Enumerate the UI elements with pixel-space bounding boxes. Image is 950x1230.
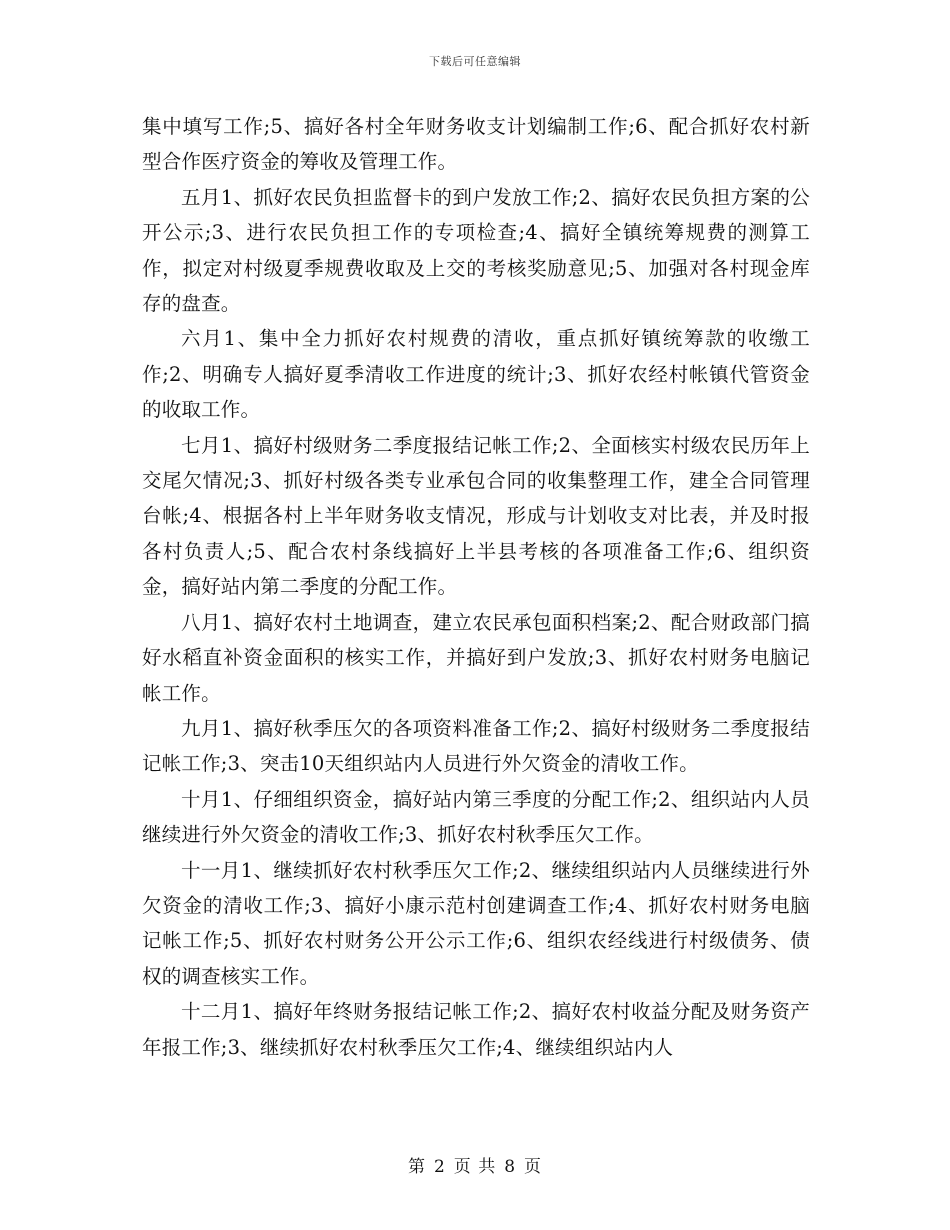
footer-suffix: 页: [524, 1157, 543, 1177]
footer-prefix: 第: [407, 1157, 426, 1177]
current-page-number: 2: [433, 1157, 446, 1177]
paragraph: 九月1、搞好秋季压欠的各项资料准备工作;2、搞好村级财务二季度报结记帐工作;3、突击10天组织站内人员进行外欠资金的清收工作。: [142, 716, 810, 776]
page-header: 下载后可任意编辑: [429, 55, 521, 68]
paragraph: 八月1、搞好农村土地调查，建立农民承包面积档案;2、配合财政部门搞好水稻直补资金面积的核实工作，并搞好到户发放;3、抓好农村财务电脑记帐工作。: [142, 610, 810, 705]
paragraph: 六月1、集中全力抓好农村规费的清收，重点抓好镇统筹款的收缴工作;2、明确专人搞好夏季清收工作进度的统计;3、抓好农经村帐镇代管资金的收取工作。: [142, 327, 810, 422]
paragraph: 十一月1、继续抓好农村秋季压欠工作;2、继续组织站内人员继续进行外欠资金的清收工作;3、搞好小康示范村创建调查工作;4、抓好农村财务电脑记帐工作;5、抓好农村财务公开公示工作;6、组织农经线进行村级债务、债权的调查核实工作。: [142, 858, 810, 988]
page-footer: [0, 1152, 950, 1177]
paragraph: 集中填写工作;5、搞好各村全年财务收支计划编制工作;6、配合抓好农村新型合作医疗资金的筹收及管理工作。: [142, 115, 810, 174]
paragraph: 七月1、搞好村级财务二季度报结记帐工作;2、全面核实村级农民历年上交尾欠情况;3、抓好村级各类专业承包合同的收集整理工作，建全合同管理台帐;4、根据各村上半年财务收支情况，形成与计划收支对比表，并及时报各村负责人;5、配合农村条线搞好上半县考核的各项准备工作;6、组织资金，搞好站内第二季度的分配工作。: [142, 433, 810, 599]
footer-middle: 页 共: [453, 1157, 497, 1177]
paragraph: 十月1、仔细组织资金，搞好站内第三季度的分配工作;2、组织站内人员继续进行外欠资金的清收工作;3、抓好农村秋季压欠工作。: [142, 787, 810, 847]
paragraph: 十二月1、搞好年终财务报结记帐工作;2、搞好农村收益分配及财务资产年报工作;3、继续抓好农村秋季压欠工作;4、继续组织站内人: [142, 1000, 810, 1059]
paragraph: 五月1、抓好农民负担监督卡的到户发放工作;2、搞好农民负担方案的公开公示;3、进行农民负担工作的专项检查;4、搞好全镇统筹规费的测算工作，拟定对村级夏季规费收取及上交的考核奖励意见;5、加强对各村现金库存的盘查。: [142, 185, 810, 316]
document-body: [142, 109, 810, 1065]
total-page-count: 8: [504, 1157, 517, 1177]
